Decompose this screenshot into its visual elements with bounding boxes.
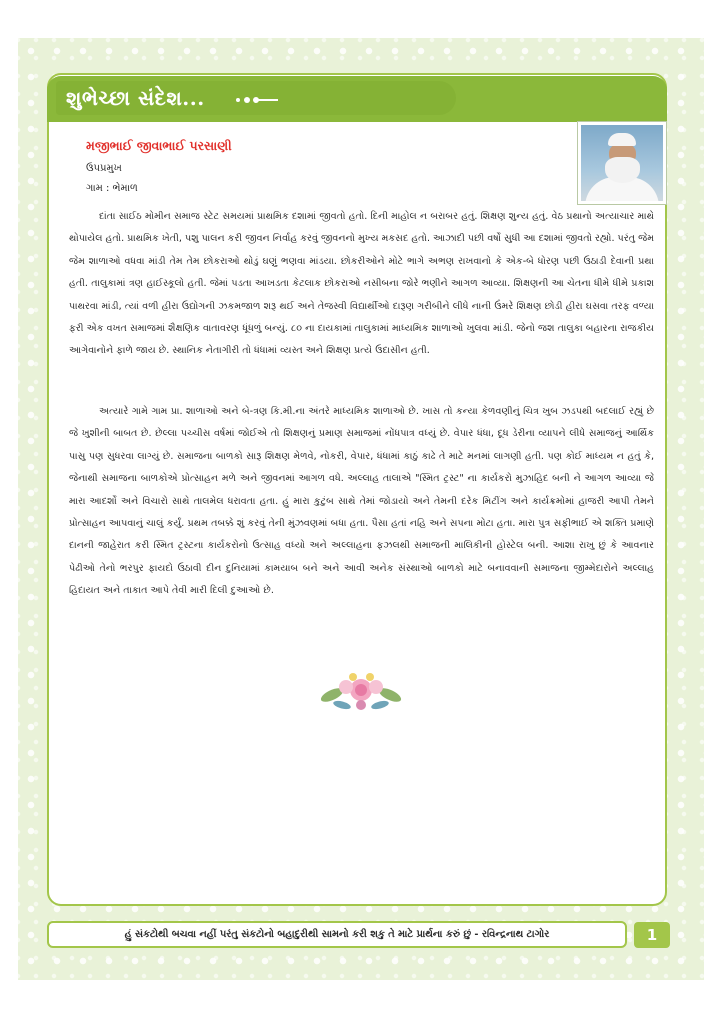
page-title: શુભેચ્છા સંદેશ... bbox=[66, 86, 205, 110]
footer-quote: હું સંકટોથી બચવા નહીં પરંતુ સંકટોનો બહાદુરીથી સામનો કરી શકુ તે માટે પ્રાર્થના કરું છું - રવિન્દ્રનાથ ટાગોર bbox=[124, 929, 550, 940]
author-village: ગામ : ભેમાળ bbox=[86, 183, 138, 194]
floral-ornament-icon bbox=[318, 665, 404, 715]
page-number: 1 bbox=[634, 922, 670, 948]
dots-line-icon bbox=[236, 97, 278, 103]
author-photo bbox=[578, 122, 666, 204]
body-paragraph-1: દાંતા સાઈઠ મોમીન સમાજ સ્ટેટ સમયમાં પ્રાથમિક દશામાં જીવતો હતો. દિની માહોલ ન બરાબર હતું. શિક્ષણ શુન્ય હતું. વેઠ પ્રથાનો અત્યાચાર માથે થોપાયેલ હતો. પ્રાથમિક ખેતી, પશુ પાલન કરી જીવન નિર્વાહ કરવું જીવનનો મુખ્ય મકસદ હતો. આઝાદી પછી વર્ષો સુધી આ દશામાં જીવતો રહ્યો. પરંતુ જેમ જેમ શાળાઓ વધવા માંડી તેમ તેમ છોકરાઓ થોડું ઘણું ભણવા માંડયા. છોકરીઓને મોટે ભાગે અભણ રાખવાનો કે એક-બે ધોરણ પછી ઉઠાડી દેવાની પ્રથા હતી. તાલુકામાં ત્રણ હાઈસ્કૂલો હતી. જેમાં પડતા આખડતા કેટલાક છોકરાઓ નસીબના જોરે ભણીને આગળ આવ્યા. શિક્ષણની આ ચેતના ધીમે ધીમે પ્રકાશ પાથરવા માંડી, ત્યાં વળી હીરા ઉદ્યોગની ઝકમજાળ શરૂ થઈ અને તેજસ્વી વિદ્યાર્થીઓ દારૂણ ગરીબીને લીધે નાની ઉંમરે શિક્ષણ છોડી હીરા ઘસવા તરફ વળ્યા ફરી એક વખત સમાજમાં શૈક્ષણિક વાતાવરણ ધૂંધળું બન્યું. ૮૦ ના દાયકામાં તાલુકામાં માધ્યમિક શાળાઓ ખુલવા માંડી. જેનો જશ તાલુકા બહારના રાજકીય આગેવાનોને ફાળે જાય છે. સ્થાનિક નેતાગીરી તો ધંધામાં વ્યસ્ત અને શિક્ષણ પ્રત્યે ઉદાસીન હતી. bbox=[69, 211, 654, 357]
body-paragraph-2: અત્યારે ગામે ગામ પ્રા. શાળાઓ અને બે-ત્રણ કિ.મી.ના અંતરે માધ્યમિક શાળાઓ છે. ખાસ તો કન્યા કેળવણીનું ચિત્ર ખુબ ઝડપથી બદલાઈ રહ્યું છે જે ખુશીની બાબત છે. છેલ્લા પચ્ચીસ વર્ષમાં જોઈએ તો શિક્ષણનું પ્રમાણ સમાજમાં નોંધપાત્ર વધ્યું છે. વેપાર ધંધા, દૂધ ડેરીના વ્યાપને લીધે સમાજનું આર્થિક પાસુ પણ સુધરવા લાગ્યું છે. સમાજના બાળકો સારૂ શિક્ષણ મેળવે, નોકરી, વેપાર, ધંધામાં કાઠું કાઢે તે માટે મનમાં લાગણી હતી. પણ કોઈ માધ્યમ ન હતું કે, જેનાથી સમાજના બાળકોએ પ્રોત્સાહન મળે અને જીવનમાં આગળ વધે. અલ્લાહ તાલાએ "સ્મિત ટ્રસ્ટ" ના કાર્યકરો મુઝાહિદ બની ને આગળ આવ્યા જે મારા આદર્શો અને વિચારો સાથે તાલમેલ ધરાવતા હતા. હું મારા કુટુંબ સાથે તેમાં જોડાયો અને તેમની દરેક મિટીંગ અને કાર્યક્રમોમાં હાજરી આપી તેમને પ્રોત્સાહન આપવાનું ચાલું કર્યું. પ્રથમ તબક્કે શું કરવું તેની મુંઝવણમાં બધા હતા. પૈસા હતાં નહિ અને સપના મોટા હતા. મારા પુત્ર સફીભાઈ એ શક્તિ પ્રમાણે દાનની જાહેરાત કરી સ્મિત ટ્રસ્ટના કાર્યકરોનો ઉત્સાહ વધ્યો અને અલ્લાહના ફઝલથી સમાજની માલિકીની હોસ્ટેલ બની. આશા રાખુ છું કે આવનાર પેઢીઓ તેનો ભરપુર ફાયદો ઉઠાવી દીન દુનિયામાં કામયાબ બને અને આવી અનેક સંસ્થાઓ બાળકો માટે બનાવવાની સમાજના જીમ્મેદારોને અલ્લાહ હિદાયત અને તાકાત આપે તેવી મારી દિલી દુઆઓ છે. bbox=[69, 406, 654, 597]
author-name: મજીભાઈ જીવાભાઈ પરસાણી bbox=[86, 138, 232, 153]
author-role: ઉપપ્રમુખ bbox=[86, 163, 122, 174]
